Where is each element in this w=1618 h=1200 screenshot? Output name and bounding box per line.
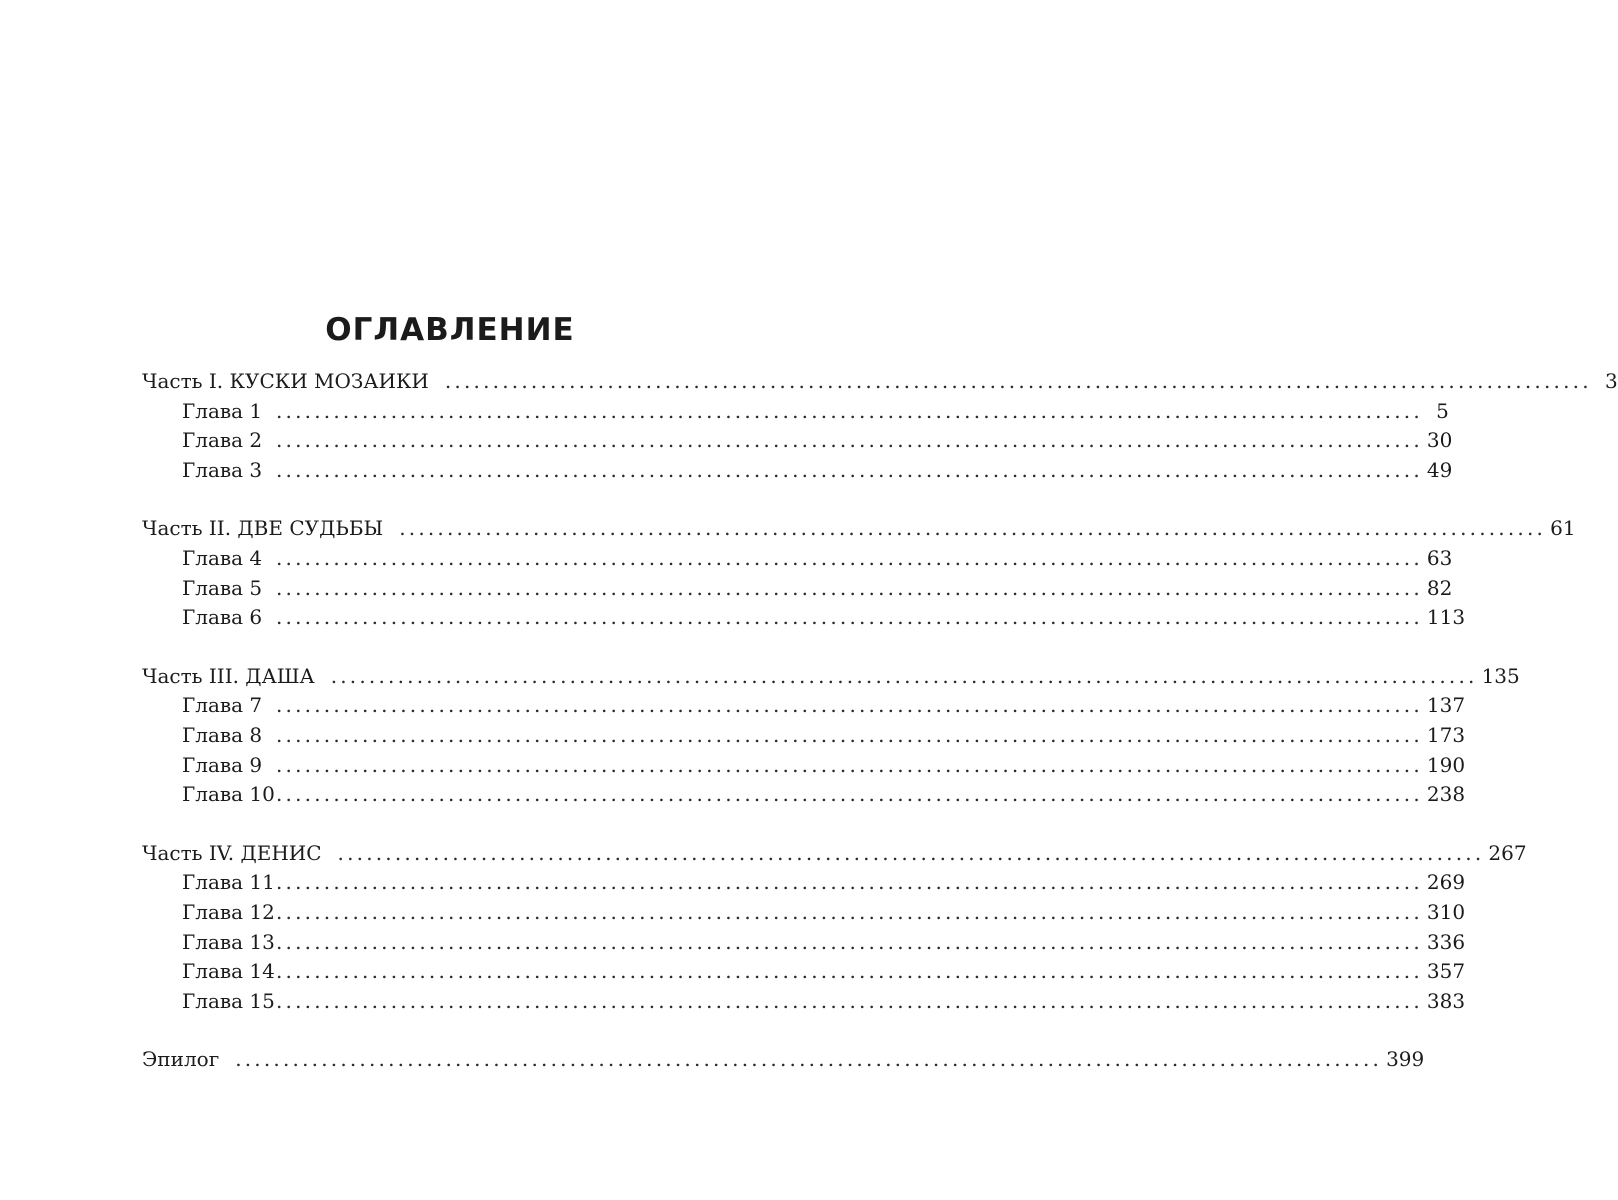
toc-chapter-row bbox=[142, 957, 1466, 987]
toc-part-row bbox=[142, 367, 1618, 397]
dot-leader: ........................................................................................................................ bbox=[276, 988, 1423, 1013]
toc-part-group bbox=[142, 367, 1618, 485]
toc-part-group bbox=[142, 514, 1576, 632]
toc-chapter-row bbox=[142, 691, 1466, 721]
chapter-title: Глава 7 bbox=[182, 693, 263, 718]
toc-part-row bbox=[142, 839, 1527, 869]
dot-leader: ........................................................................................................................ bbox=[276, 929, 1423, 954]
page-number: 238 bbox=[1426, 782, 1466, 807]
part-title: Часть II. ДВЕ СУДЬБЫ bbox=[142, 516, 384, 541]
page-number: 3 bbox=[1605, 369, 1618, 393]
chapter-title: Глава 8 bbox=[182, 722, 263, 747]
dot-leader: ........................................................................................................................ bbox=[276, 457, 1423, 482]
chapter-title: Глава 5 bbox=[182, 575, 263, 600]
page-number: 63 bbox=[1426, 545, 1453, 570]
dot-leader: ........................................................................................................................ bbox=[276, 782, 1423, 807]
dot-leader: ........................................................................................................................ bbox=[276, 398, 1423, 423]
toc-chapter-row bbox=[142, 456, 1453, 486]
page-number: 82 bbox=[1426, 575, 1453, 600]
chapter-title: Глава 2 bbox=[182, 428, 263, 453]
toc-chapter-row bbox=[142, 397, 1449, 427]
toc-part-group bbox=[142, 839, 1527, 1017]
page-number: 30 bbox=[1426, 428, 1453, 453]
dot-leader: ........................................................................................................................ bbox=[276, 870, 1423, 895]
toc-chapter-row bbox=[142, 780, 1466, 810]
dot-leader: ........................................................................................................................ bbox=[276, 722, 1423, 747]
dot-leader: ........................................................................................................................ bbox=[330, 663, 1478, 688]
part-title: Эпилог bbox=[142, 1047, 220, 1072]
page-number: 113 bbox=[1426, 605, 1466, 630]
chapter-title: Глава 11 bbox=[182, 870, 275, 895]
toc-chapter-row bbox=[142, 603, 1466, 633]
page-number: 137 bbox=[1426, 693, 1466, 718]
part-title: Часть IV. ДЕНИС bbox=[142, 840, 322, 865]
dot-leader: ........................................................................................................................ bbox=[276, 428, 1423, 453]
dot-leader: ........................................................................................................................ bbox=[276, 959, 1423, 984]
dot-leader: ........................................................................................................................ bbox=[444, 369, 1592, 393]
chapter-title: Глава 9 bbox=[182, 752, 263, 777]
toc-part-group bbox=[142, 662, 1520, 810]
page-number: 49 bbox=[1426, 457, 1453, 482]
chapter-title: Глава 10 bbox=[182, 782, 275, 807]
toc-chapter-row bbox=[142, 898, 1466, 928]
toc-chapter-row bbox=[142, 928, 1466, 958]
toc-chapter-row bbox=[142, 987, 1466, 1017]
toc-part-row bbox=[142, 1045, 1425, 1075]
page-number: 269 bbox=[1426, 870, 1466, 895]
page-number: 310 bbox=[1426, 899, 1466, 924]
page-number: 357 bbox=[1426, 959, 1466, 984]
toc-part-group bbox=[142, 1045, 1425, 1075]
chapter-title: Глава 4 bbox=[182, 545, 263, 570]
toc-chapter-row bbox=[142, 751, 1466, 781]
dot-leader: ........................................................................................................................ bbox=[235, 1047, 1383, 1072]
page-number: 61 bbox=[1550, 516, 1576, 541]
toc-chapter-row bbox=[142, 544, 1453, 574]
table-of-contents bbox=[142, 367, 1618, 1104]
chapter-title: Глава 1 bbox=[182, 398, 263, 423]
page-number: 383 bbox=[1426, 988, 1466, 1013]
dot-leader: ........................................................................................................................ bbox=[276, 752, 1423, 777]
chapter-title: Глава 15 bbox=[182, 988, 275, 1013]
chapter-title: Глава 6 bbox=[182, 605, 263, 630]
dot-leader: ........................................................................................................................ bbox=[399, 516, 1547, 541]
toc-part-row bbox=[142, 662, 1520, 692]
chapter-title: Глава 14 bbox=[182, 959, 275, 984]
dot-leader: ........................................................................................................................ bbox=[337, 840, 1485, 865]
toc-title: ОГЛАВЛЕНИЕ bbox=[325, 312, 575, 348]
page-number: 190 bbox=[1426, 752, 1466, 777]
toc-chapter-row bbox=[142, 426, 1453, 456]
chapter-title: Глава 12 bbox=[182, 899, 275, 924]
toc-chapter-row bbox=[142, 721, 1466, 751]
toc-chapter-row bbox=[142, 868, 1466, 898]
part-title: Часть III. ДАША bbox=[142, 663, 315, 688]
toc-part-row bbox=[142, 514, 1576, 544]
chapter-title: Глава 13 bbox=[182, 929, 275, 954]
toc-chapter-row bbox=[142, 574, 1453, 604]
page-number: 135 bbox=[1481, 663, 1520, 688]
page-number: 336 bbox=[1426, 929, 1466, 954]
dot-leader: ........................................................................................................................ bbox=[276, 693, 1423, 718]
page-number: 399 bbox=[1386, 1047, 1425, 1072]
part-title: Часть I. КУСКИ МОЗАИКИ bbox=[142, 369, 429, 393]
dot-leader: ........................................................................................................................ bbox=[276, 575, 1423, 600]
dot-leader: ........................................................................................................................ bbox=[276, 605, 1423, 630]
dot-leader: ........................................................................................................................ bbox=[276, 545, 1423, 570]
page-number: 5 bbox=[1436, 398, 1449, 423]
page-number: 173 bbox=[1426, 722, 1466, 747]
dot-leader: ........................................................................................................................ bbox=[276, 899, 1423, 924]
chapter-title: Глава 3 bbox=[182, 457, 263, 482]
page-number: 267 bbox=[1488, 840, 1527, 865]
